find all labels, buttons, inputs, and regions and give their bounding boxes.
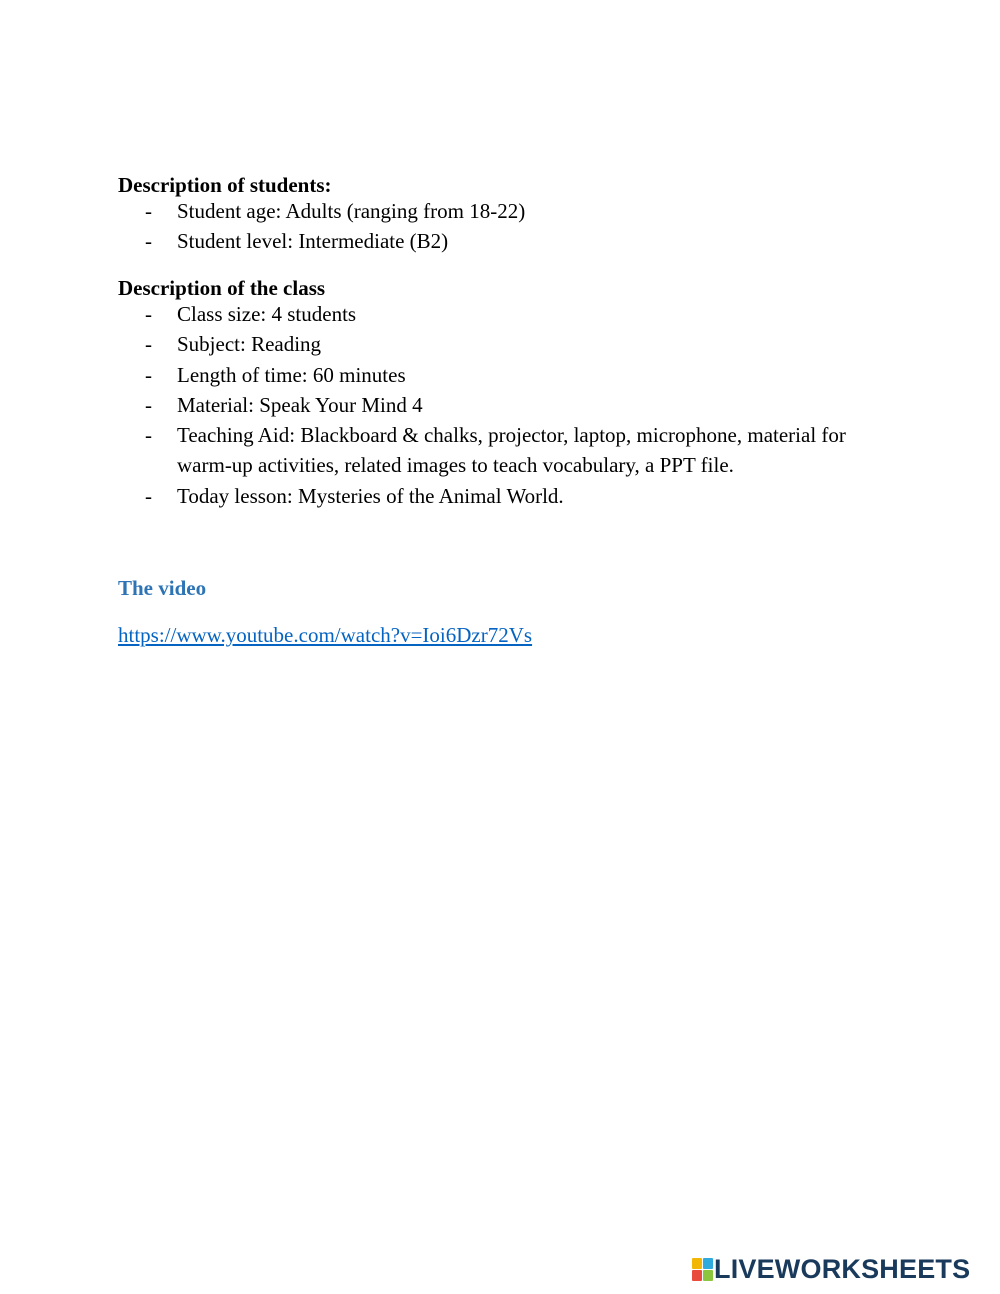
logo-text: LIVEWORKSHEETS <box>714 1254 971 1284</box>
class-list <box>118 299 918 511</box>
list-item <box>118 390 918 420</box>
list-item-text: Class size: 4 students <box>177 302 357 326</box>
list-marker: - <box>145 392 152 417</box>
liveworksheets-logo[interactable] <box>692 1254 970 1284</box>
list-item <box>118 420 918 481</box>
list-marker: - <box>145 199 152 223</box>
list-marker: - <box>145 362 152 387</box>
list-marker: - <box>145 423 152 448</box>
liveworksheets-logo-icon <box>692 1258 712 1280</box>
list-marker: - <box>145 332 152 357</box>
list-item-text: Subject: Reading <box>177 332 322 357</box>
list-item <box>118 226 918 256</box>
video-link[interactable]: https://www.youtube.com/watch?v=Ioi6Dzr72Vs <box>118 623 533 647</box>
students-list <box>118 196 918 257</box>
list-item-text: Material: Speak Your Mind 4 <box>177 392 423 417</box>
video-heading: The video <box>118 576 207 600</box>
list-item-text: Teaching Aid: Blackboard & chalks, projector, laptop, microphone, material for warm-up activities, related images to teach vocabulary, a PPT file. <box>177 423 846 478</box>
class-heading: Description of the class <box>118 276 326 300</box>
list-item <box>118 481 918 511</box>
list-item <box>118 299 918 329</box>
list-item <box>118 329 918 359</box>
list-item-text: Student age: Adults (ranging from 18-22) <box>177 199 526 223</box>
list-marker: - <box>145 483 152 508</box>
list-item <box>118 196 918 226</box>
list-item-text: Student level: Intermediate (B2) <box>177 229 449 254</box>
list-item-text: Today lesson: Mysteries of the Animal World. <box>177 483 564 508</box>
students-heading: Description of students: <box>118 173 332 197</box>
list-item <box>118 360 918 390</box>
list-marker: - <box>145 302 152 326</box>
list-item-text: Length of time: 60 minutes <box>177 362 406 387</box>
list-marker: - <box>145 229 152 254</box>
